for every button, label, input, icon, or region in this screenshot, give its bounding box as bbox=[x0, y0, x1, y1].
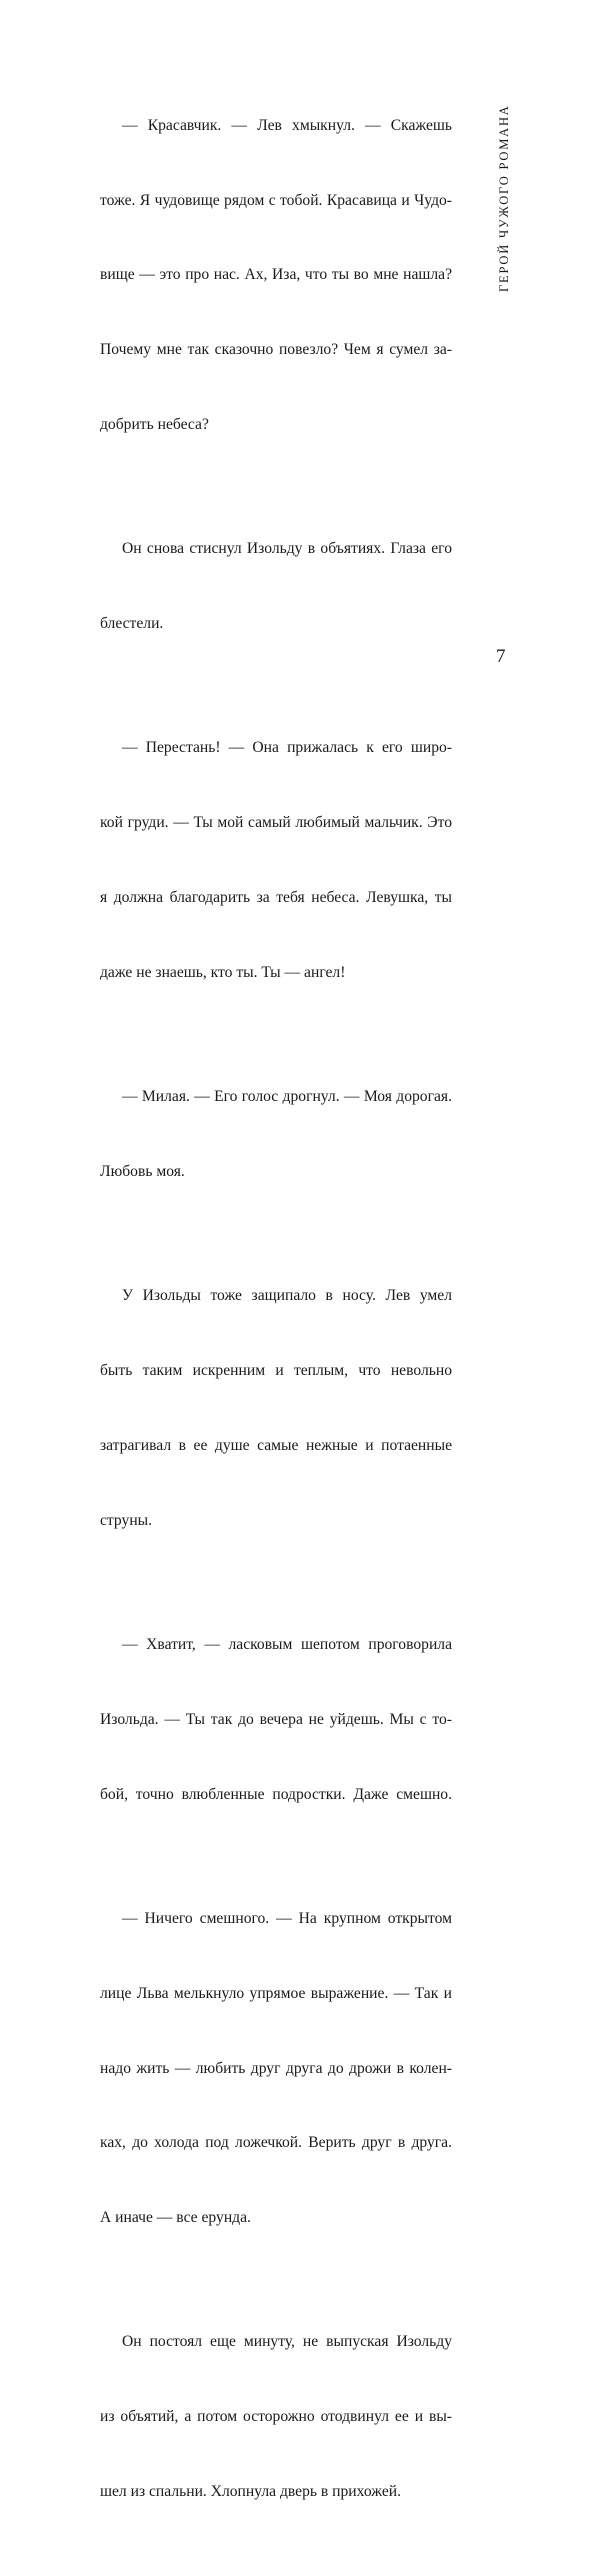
paragraph bbox=[100, 1035, 452, 1234]
text-line: добрить небеса? bbox=[100, 415, 209, 433]
paragraph bbox=[100, 2281, 452, 2555]
text-line: даже не знаешь, кто ты. Ты — ангел! bbox=[100, 963, 346, 981]
page-number: 7 bbox=[496, 646, 506, 667]
text-line: из объятий, а потом осторожно отодвинул ее и вы- bbox=[100, 2408, 452, 2426]
text-line: Изольда. — Ты так до вечера не уйдешь. Мы с то- bbox=[100, 1710, 452, 1728]
text-line: бой, точно влюбленные подростки. Даже смешно. bbox=[100, 1785, 452, 1803]
text-line: — Милая. — Его голос дрогнул. — Моя дорогая. bbox=[122, 1088, 452, 1106]
text-line: Он снова стиснул Изольду в объятиях. Глаза его bbox=[122, 540, 452, 558]
body-text bbox=[100, 64, 452, 2555]
text-line: Любовь моя. bbox=[100, 1162, 185, 1180]
text-line: лице Льва мелькнуло упрямое выражение. — Так и bbox=[100, 1984, 452, 2002]
text-line: шел из спальни. Хлопнула дверь в прихожей. bbox=[100, 2482, 401, 2500]
paragraph bbox=[100, 1583, 452, 1857]
text-line: вище — это про нас. Ах, Иза, что ты во мне нашла? bbox=[100, 266, 452, 284]
text-line: ках, до холода под ложечкой. Верить друг в друга. bbox=[100, 2134, 452, 2152]
text-line: — Красавчик. — Лев хмыкнул. — Скажешь bbox=[122, 116, 452, 134]
text-line: надо жить — любить друг друга до дрожи в колен- bbox=[100, 2059, 452, 2077]
text-line: струны. bbox=[100, 1511, 153, 1529]
text-line: кой груди. — Ты мой самый любимый мальчик. Это bbox=[100, 814, 452, 832]
paragraph bbox=[100, 1235, 452, 1584]
text-line: У Изольды тоже защипало в носу. Лев умел bbox=[122, 1287, 452, 1305]
text-line: тоже. Я чудовище рядом с тобой. Красавица и Чудо- bbox=[100, 191, 452, 209]
text-line: затрагивал в ее душе самые нежные и потаенные bbox=[100, 1436, 452, 1454]
text-line: — Ничего смешного. — На крупном открытом bbox=[122, 1910, 452, 1928]
text-line: — Перестань! — Она прижалась к его широ- bbox=[122, 739, 452, 757]
text-line: быть таким искренним и теплым, что невольно bbox=[100, 1362, 452, 1380]
paragraph bbox=[100, 487, 452, 686]
text-line: я должна благодарить за тебя небеса. Левушка, ты bbox=[100, 888, 452, 906]
text-line: Он постоял еще минуту, не выпуская Изольду bbox=[122, 2333, 452, 2351]
paragraph bbox=[100, 687, 452, 1036]
text-line: Почему мне так сказочно повезло? Чем я сумел за- bbox=[100, 340, 452, 358]
paragraph bbox=[100, 64, 452, 487]
text-line: — Хватит, — ласковым шепотом проговорила bbox=[122, 1636, 452, 1654]
paragraph bbox=[100, 1857, 452, 2280]
running-title: ГЕРОЙ ЧУЖОГО РОМАНА bbox=[497, 104, 511, 292]
text-line: блестели. bbox=[100, 614, 164, 632]
text-line: А иначе — все ерунда. bbox=[100, 2208, 251, 2226]
